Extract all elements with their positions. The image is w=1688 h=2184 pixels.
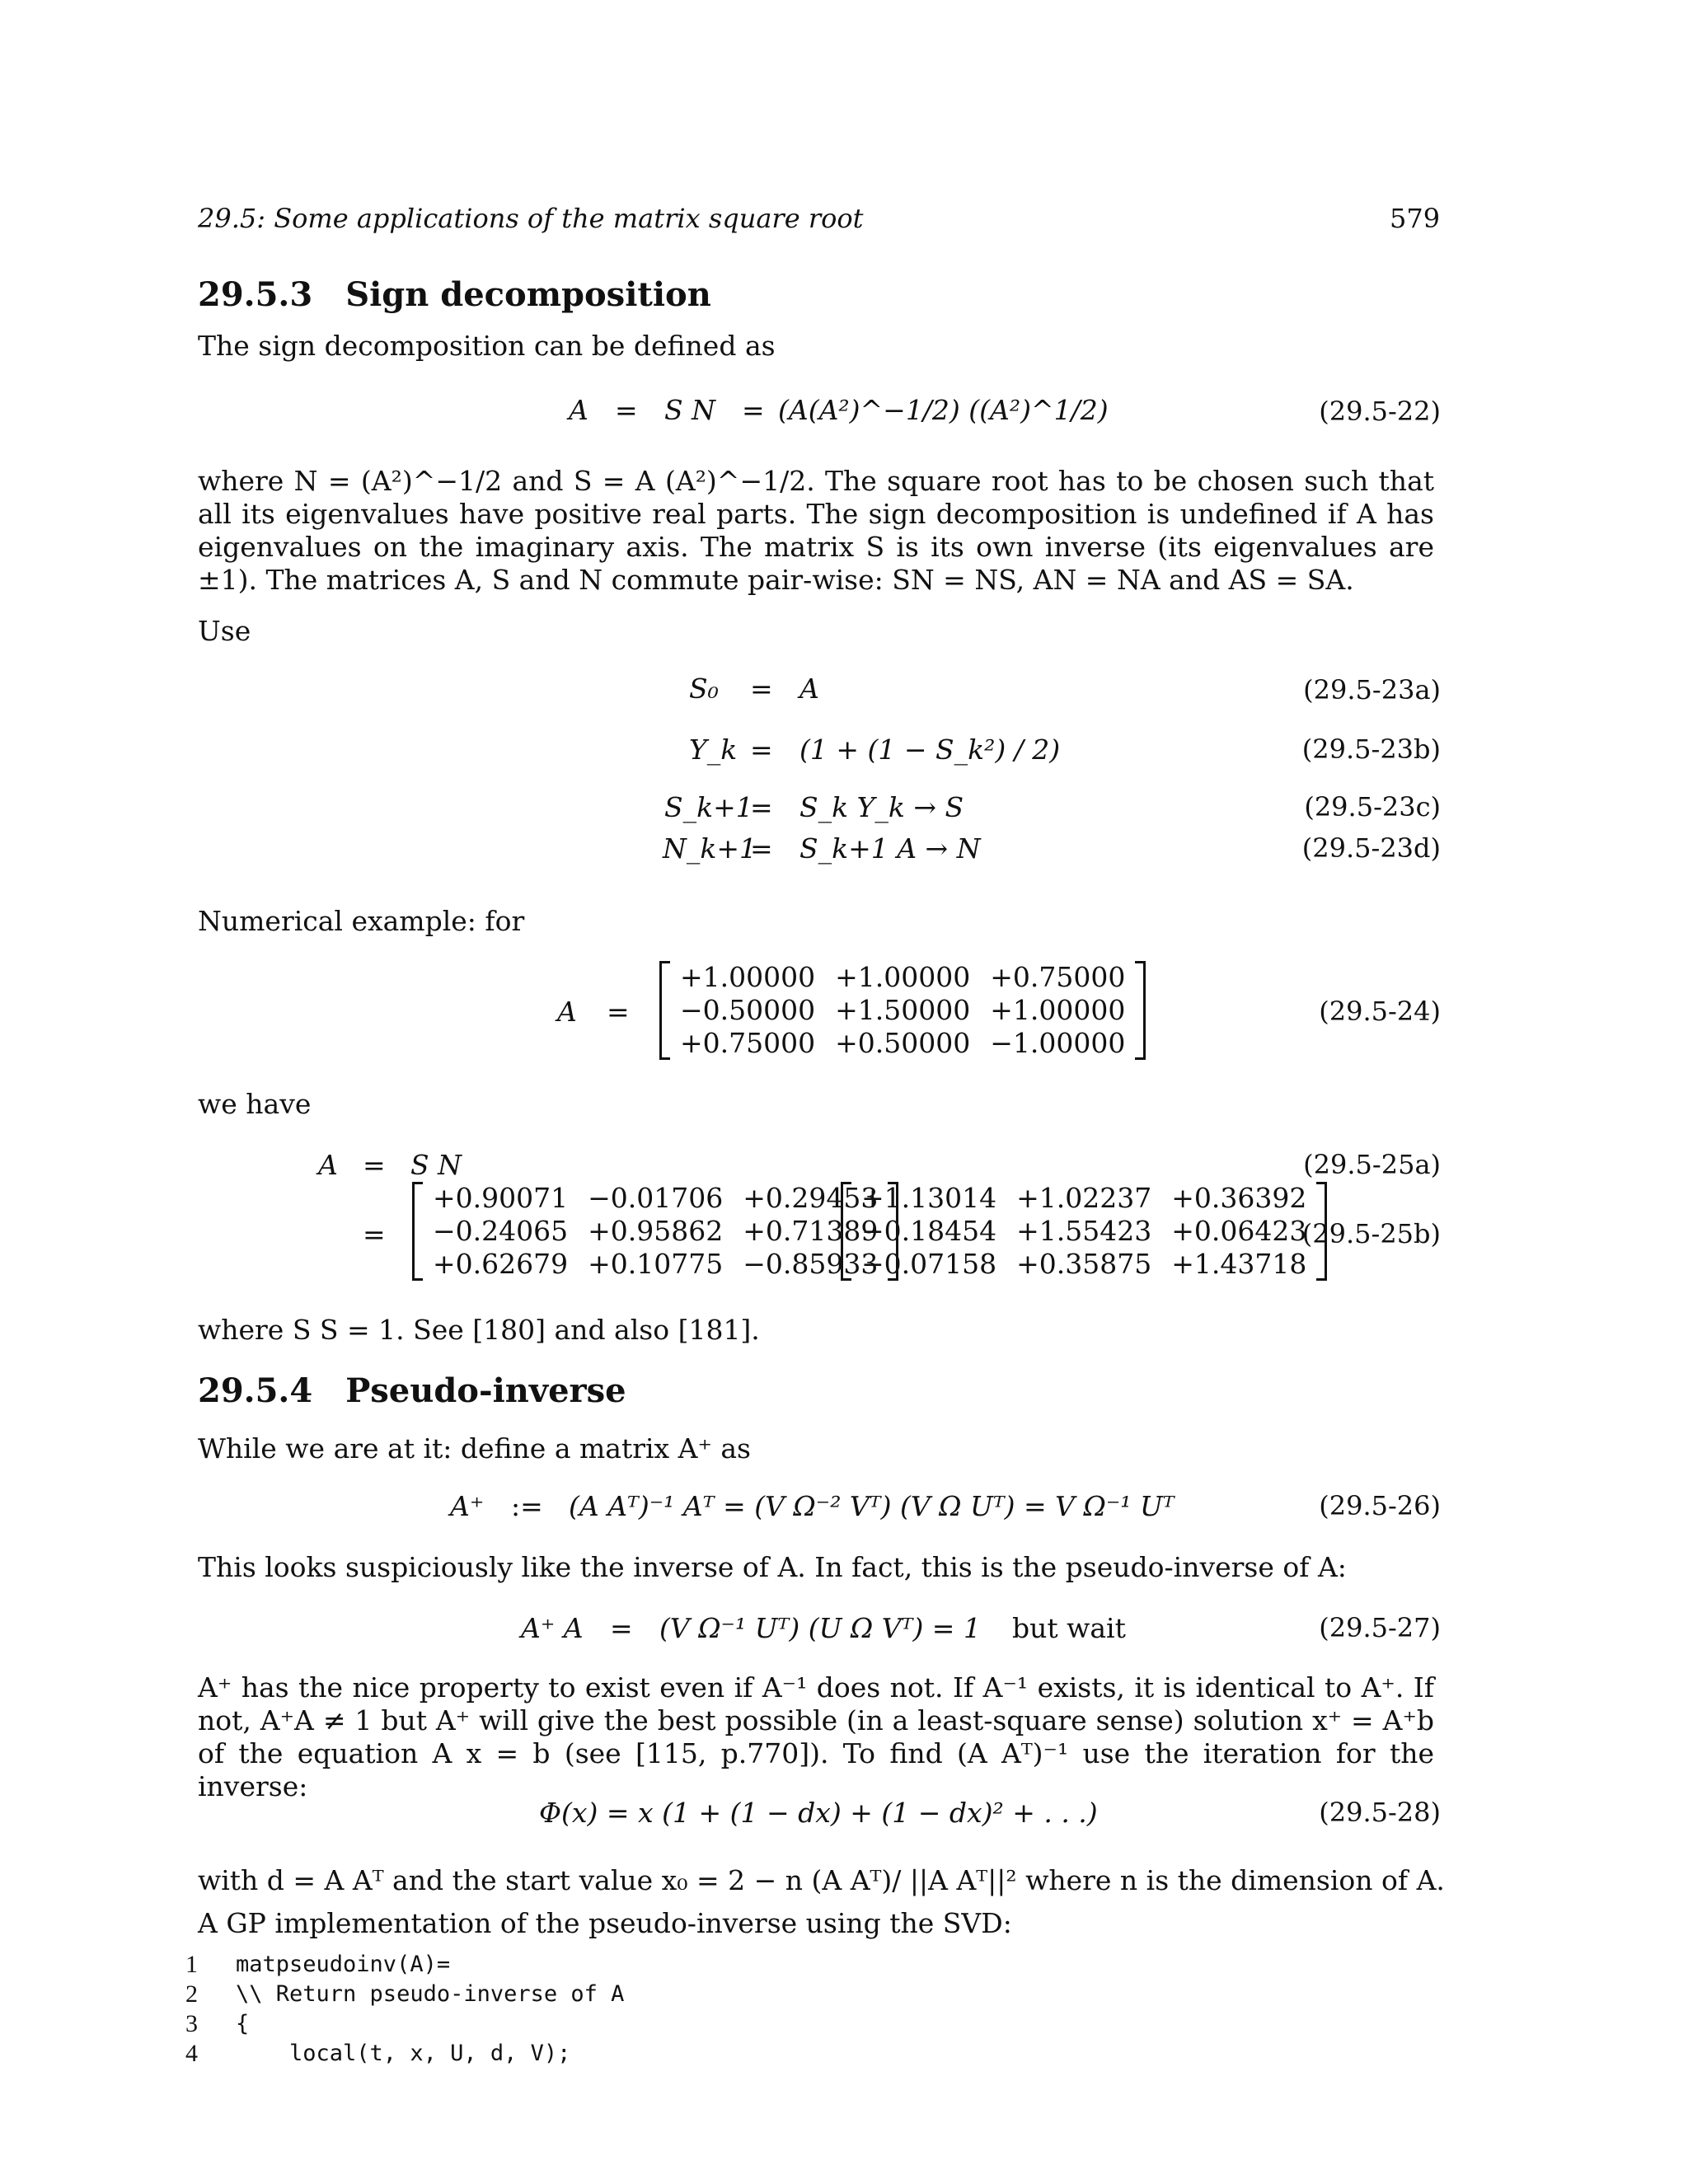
matrix-entry: −0.85933: [743, 1248, 879, 1280]
eq28-number: (29.5-28): [1319, 1797, 1441, 1828]
section-title: Sign decomposition: [345, 275, 711, 314]
eq24-rel: =: [607, 996, 630, 1028]
eq23a-rhs: A: [799, 673, 819, 705]
matrix-entry: +1.43718: [1171, 1248, 1307, 1280]
matrix-A-grid: [662, 961, 1143, 1060]
matrix-entry: +0.35875: [1016, 1248, 1152, 1280]
matrix-S: [412, 1182, 898, 1281]
eq23c-rel: =: [750, 791, 773, 823]
matrix-entry: +0.62679: [433, 1248, 569, 1280]
eq22-rel2: =: [742, 394, 765, 426]
matrix-entry: +1.50000: [835, 994, 971, 1026]
matrix-entry: +0.36392: [1171, 1182, 1307, 1214]
section-number: 29.5.4: [198, 1371, 313, 1410]
eq26-lhs: A⁺: [450, 1490, 485, 1522]
code-line: matpseudoinv(A)=: [236, 1952, 451, 1977]
we-have-text: we have: [198, 1088, 312, 1120]
intro-text: The sign decomposition can be defined as: [198, 330, 776, 362]
eq25b-rel: =: [363, 1218, 386, 1250]
eq23d-rel: =: [750, 832, 773, 865]
eq23d-rhs: S_k+1 A → N: [799, 832, 981, 865]
eq24-lhs: A: [557, 996, 577, 1028]
eq25b-number: (29.5-25b): [1301, 1218, 1441, 1249]
matrix-S-grid: [415, 1182, 896, 1281]
matrix-entry: +0.06423: [1171, 1215, 1307, 1247]
code-line: {: [236, 2011, 250, 2036]
eq23b-rel: =: [750, 733, 773, 766]
eq23a-number: (29.5-23a): [1303, 674, 1441, 705]
eq22-rhs: (A(A²)^−1/2) ((A²)^1/2): [778, 394, 1109, 426]
matrix-entry: +1.00000: [680, 961, 816, 993]
matrix-entry: +0.75000: [990, 961, 1126, 993]
matrix-entry: +0.75000: [680, 1027, 816, 1059]
running-header: 29.5: Some applications of the matrix square root: [198, 203, 864, 234]
use-text: Use: [198, 615, 251, 647]
eq27-rhs: (V Ω⁻¹ Uᵀ) (U Ω Vᵀ) = 1: [659, 1612, 981, 1644]
eq23b-rhs: (1 + (1 − S_k²) / 2): [799, 733, 1061, 766]
eq23b-lhs: Y_k: [689, 733, 738, 766]
eq28-expr: Φ(x) = x (1 + (1 − dx) + (1 − dx)² + . . .): [539, 1797, 1098, 1829]
code-line: \\ Return pseudo-inverse of A: [236, 1981, 625, 2007]
code-line-number: 1: [185, 1951, 198, 1978]
eq25a-number: (29.5-25a): [1303, 1149, 1441, 1180]
matrix-entry: −0.24065: [433, 1215, 569, 1247]
matrix-entry: +1.55423: [1016, 1215, 1152, 1247]
matrix-entry: −1.00000: [990, 1027, 1126, 1059]
eq23c-lhs: S_k+1: [664, 791, 753, 823]
matrix-entry: +0.95862: [588, 1215, 724, 1247]
after-text: where S S = 1. See [180] and also [181].: [198, 1314, 760, 1346]
eq25a-rhs: S N: [410, 1149, 462, 1181]
section-heading-pseudo-inverse: [198, 1371, 626, 1410]
pseudo-intro: While we are at it: define a matrix A⁺ as: [198, 1432, 751, 1465]
gp-text: A GP implementation of the pseudo-inverse using the SVD:: [198, 1907, 1012, 1939]
code-line: local(t, x, U, d, V);: [236, 2041, 571, 2066]
eq27-number: (29.5-27): [1319, 1612, 1441, 1643]
code-line-number: 4: [185, 2040, 198, 2067]
eq23c-rhs: S_k Y_k → S: [799, 791, 964, 823]
matrix-entry: −0.07158: [861, 1248, 997, 1280]
eq26-rel: :=: [511, 1490, 543, 1522]
sign-paragraph: where N = (A²)^−1/2 and S = A (A²)^−1/2. The square root has to be chosen such that all its eigenvalues have positive real parts. The sign decomposition is undefined if A has eigenvalues on the imaginary axis. The matrix S is its own inverse (its eigenvalues are ±1). The matrices A, S and N commute pair-wise: SN = NS, AN = NA and AS = SA.: [198, 465, 1434, 596]
matrix-entry: −0.18454: [861, 1215, 997, 1247]
eq23c-number: (29.5-23c): [1304, 791, 1441, 823]
matrix-entry: +1.00000: [990, 994, 1126, 1026]
eq27-tail: but wait: [1012, 1612, 1126, 1644]
matrix-entry: +0.50000: [835, 1027, 971, 1059]
eq22-rel: =: [615, 394, 638, 426]
with-d-text: with d = A Aᵀ and the start value x₀ = 2 − n (A Aᵀ)/ ||A Aᵀ||² where n is the dimension of A.: [198, 1864, 1445, 1896]
eq22-lhs: A: [569, 394, 588, 426]
matrix-entry: −0.50000: [680, 994, 816, 1026]
eq23b-number: (29.5-23b): [1301, 733, 1441, 765]
matrix-N-grid: [843, 1182, 1325, 1281]
eq23a-rel: =: [750, 673, 773, 705]
matrix-entry: +0.29453: [743, 1182, 879, 1214]
numerical-example-text: Numerical example: for: [198, 905, 525, 937]
eq25a-rel: =: [363, 1149, 386, 1181]
eq27-rel: =: [610, 1612, 633, 1644]
matrix-entry: +1.02237: [1016, 1182, 1152, 1214]
matrix-entry: +0.90071: [433, 1182, 569, 1214]
matrix-entry: −0.01706: [588, 1182, 724, 1214]
eq23a-lhs: S₀: [689, 673, 719, 705]
eq24-number: (29.5-24): [1319, 996, 1441, 1027]
matrix-N: [841, 1182, 1327, 1281]
matrix-entry: +0.10775: [588, 1248, 724, 1280]
matrix-entry: +0.71389: [743, 1215, 879, 1247]
matrix-entry: +1.13014: [861, 1182, 997, 1214]
eq26-number: (29.5-26): [1319, 1490, 1441, 1521]
eq26-rhs: (A Aᵀ)⁻¹ Aᵀ = (V Ω⁻² Vᵀ) (V Ω Uᵀ) = V Ω⁻¹ Uᵀ: [569, 1490, 1175, 1522]
eq25a-lhs: A: [318, 1149, 338, 1181]
section-number: 29.5.3: [198, 275, 313, 314]
section-title: Pseudo-inverse: [345, 1371, 626, 1410]
eq22-mid: S N: [664, 394, 715, 426]
matrix-entry: +1.00000: [835, 961, 971, 993]
eq27-lhs: A⁺ A: [521, 1612, 584, 1644]
looks-text: This looks suspiciously like the inverse of A. In fact, this is the pseudo-inverse of A:: [198, 1551, 1347, 1583]
page-number: 579: [1390, 203, 1441, 234]
code-line-number: 2: [185, 1980, 198, 2008]
matrix-A: [659, 961, 1146, 1060]
eq23d-number: (29.5-23d): [1301, 832, 1441, 864]
pseudo-paragraph: A⁺ has the nice property to exist even if A⁻¹ does not. If A⁻¹ exists, it is identical to A⁺. If not, A⁺A ≠ 1 but A⁺ will give the best possible (in a least-square sense) solution x⁺ = A⁺b of the equation A x = b (see [115, p.770]). To find (A Aᵀ)⁻¹ use the iteration for the inverse:: [198, 1671, 1434, 1802]
eq22-number: (29.5-22): [1319, 396, 1441, 427]
eq23d-lhs: N_k+1: [663, 832, 757, 865]
code-line-number: 3: [185, 2010, 198, 2037]
section-heading-sign-decomposition: [198, 275, 711, 314]
